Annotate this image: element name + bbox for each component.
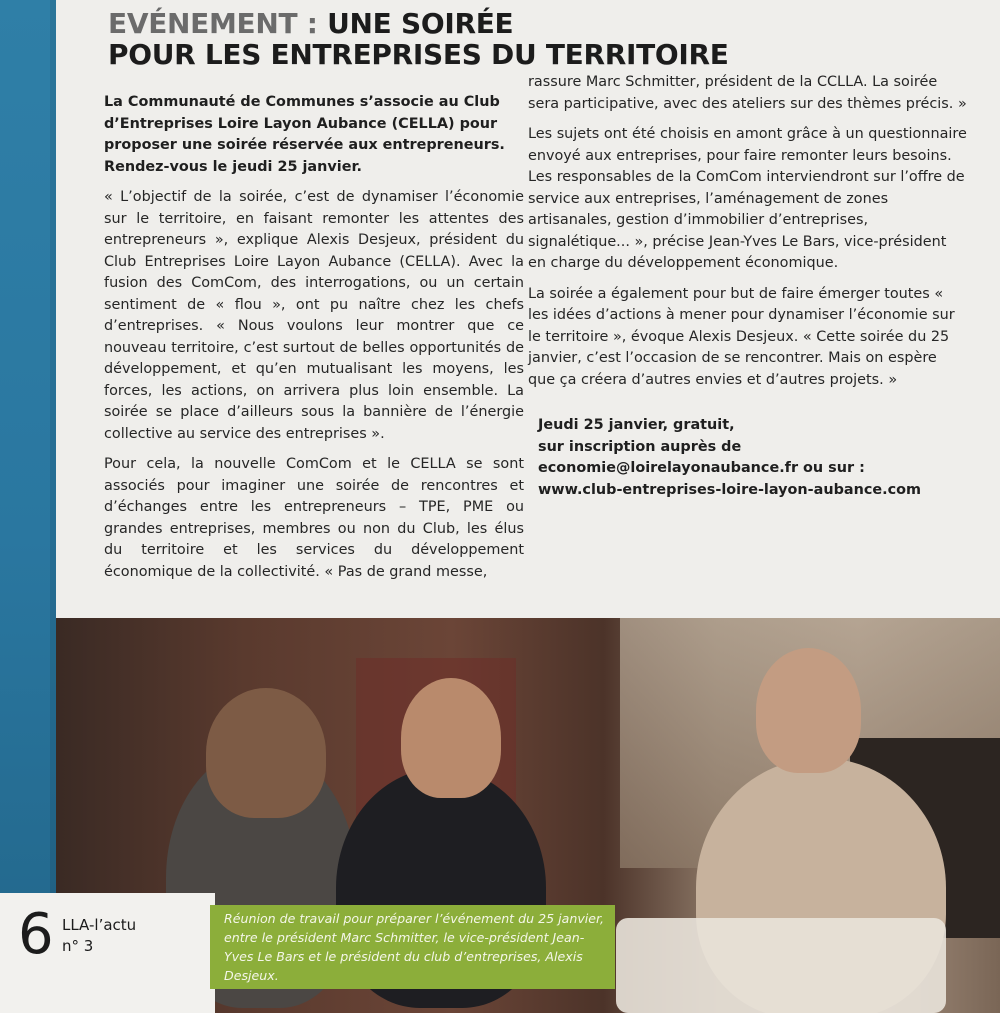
event-info-line: Jeudi 25 janvier, gratuit, xyxy=(538,417,735,433)
photo-person-left-head xyxy=(206,688,326,818)
blue-side-bar xyxy=(0,0,56,895)
headline-line1: UNE SOIRÉE xyxy=(327,7,514,40)
article-column-left xyxy=(104,92,524,592)
article-paragraph: La soirée a également pour but de faire émerger toutes « les idées d’actions à mener pour dynamiser l’économie sur le territoire », évoque Alexis Desjeux. « Cette soirée du 25 janvier, c’est l’occasion de se rencontrer. Mais on espère que ça créera d’autres envies et d’autres projets. » xyxy=(528,285,955,388)
issue-number: n° 3 xyxy=(62,937,94,955)
headline-line2: POUR LES ENTREPRISES DU TERRITOIRE xyxy=(108,38,729,71)
headline-prefix: EVÉNEMENT : xyxy=(108,7,328,40)
photo-person-right-head xyxy=(756,648,861,773)
event-info xyxy=(528,415,968,501)
event-info-line: sur inscription auprès de xyxy=(538,438,742,455)
event-email: economie@loirelayonaubance.fr ou sur : xyxy=(538,460,865,476)
article-paragraph: « L’objectif de la soirée, c’est de dynamiser l’économie sur le territoire, en faisant remonter les attentes des entrepreneurs », explique Alexis Desjeux, président du Club Entreprises Loire Layon Aubance (CELLA). Avec la fusion des ComCom, des interrogations, ou un certain sentiment de « flou », ont pu naître chez les chefs d’entreprises. « Nous voulons leur montrer que ce nouveau territoire, c’est surtout de belles opportunités de développement, et qu’en mutualisant les moyens, les forces, les actions, on arrivera plus loin ensemble. La soirée se place d’ailleurs sous la bannière de l’énergie collective au service des entreprises ». xyxy=(104,189,524,442)
event-website: www.club-entreprises-loire-layon-aubance.com xyxy=(538,481,921,498)
publication-name: LLA-l’actu xyxy=(62,916,137,934)
photo-person-middle-head xyxy=(401,678,501,798)
article-paragraph: Pour cela, la nouvelle ComCom et le CELLA se sont associés pour imaginer une soirée de rencontres et d’échanges entre les entrepreneurs – TPE, PME ou grandes entreprises, membres ou non du Club, les élus du territoire et les services du développement économique de la collectivité. « Pas de grand messe, xyxy=(104,456,524,580)
article-headline xyxy=(108,8,988,70)
article-paragraph: rassure Marc Schmitter, président de la CCLLA. La soirée sera participative, avec des ateliers sur des thèmes précis. » xyxy=(528,74,967,112)
article-lead: La Communauté de Communes s’associe au Club d’Entreprises Loire Layon Aubance (CELLA) pour proposer une soirée réservée aux entrepreneurs. Rendez-vous le jeudi 25 janvier. xyxy=(104,94,505,175)
article-column-right xyxy=(528,72,968,510)
page-number: 6 xyxy=(18,902,54,967)
article-paragraph: Les sujets ont été choisis en amont grâce à un questionnaire envoyé aux entreprises, pour faire remonter leurs besoins. Les responsables de la ComCom interviendront sur l’offre de service aux entreprises, l’aménagement de zones artisanales, gestion d’immobilier d’entreprises, signalétique... », précise Jean-Yves Le Bars, vice-président en charge du développement économique. xyxy=(528,126,967,271)
photo-caption: Réunion de travail pour préparer l’événement du 25 janvier, entre le président Marc Schmitter, le vice-président Jean-Yves Le Bars et le président du club d’entreprises, Alexis Desjeux. xyxy=(210,905,615,989)
publication-info xyxy=(62,915,136,957)
photo-table xyxy=(616,918,946,1013)
